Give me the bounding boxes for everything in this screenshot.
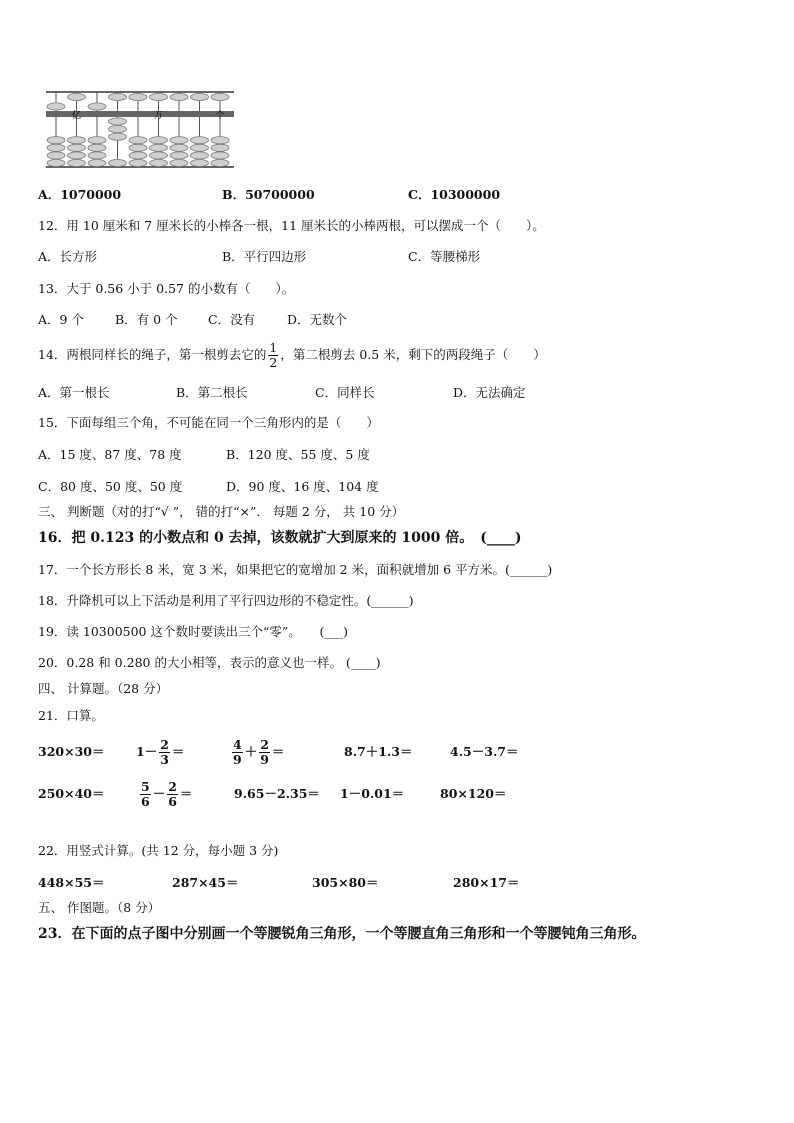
q21-r1-c3 (230, 734, 284, 770)
abacus-lower-bead (88, 159, 106, 166)
frac-denominator: 9 (233, 752, 242, 767)
q21-r1-c2-pre: 1－ (136, 744, 158, 759)
frac-denominator: 9 (260, 752, 269, 767)
abacus-lower-bead (47, 137, 65, 144)
abacus-lower-bead (88, 137, 106, 144)
q13-option-b: B．有 0 个 (115, 312, 178, 327)
q21-r1-c4: 8.7＋1.3＝ (344, 744, 413, 759)
q21-r1-c5: 4.5－3.7＝ (450, 744, 519, 759)
q22-title: 22．用竖式计算。(共 12 分，每小题 3 分) (38, 843, 279, 858)
abacus-lower-bead (150, 159, 168, 166)
q21-r1-c2-frac (159, 738, 170, 767)
q14-text-before: 14．两根同样长的绳子，第一根剪去它的 (38, 347, 267, 362)
abacus-lower-bead (68, 152, 86, 159)
q21-r2-c2-frac1 (140, 780, 151, 809)
q12-option-b: B．平行四边形 (222, 249, 307, 264)
abacus-upper-bead (191, 93, 209, 100)
section4-title: 四、 计算题。（28 分） (38, 681, 169, 696)
q22-item-1: 448×55＝ (38, 875, 105, 890)
abacus-lower-bead (129, 137, 147, 144)
q21-r2-c3: 9.65－2.35＝ (234, 786, 320, 801)
abacus-upper-bead (211, 93, 229, 100)
q21-r2-c2-post: ＝ (179, 786, 193, 801)
abacus-lower-bead (170, 137, 188, 144)
section3-title: 三、 判断题（对的打“√ ”， 错的打“×”． 每题 2 分， 共 10 分） (38, 504, 405, 519)
q21-r1-c3-frac2 (259, 738, 270, 767)
abacus-lower-bead (68, 144, 86, 151)
frac-numerator: 2 (168, 779, 177, 794)
q11-option-b: B．50700000 (222, 187, 315, 202)
abacus-lower-bead (68, 159, 86, 166)
q14-frac-denominator: 2 (269, 355, 278, 370)
frac-denominator: 3 (160, 752, 169, 767)
q21-r1-c3-op: ＋ (244, 744, 258, 759)
abacus-upper-bead (88, 103, 106, 110)
q21-r1-c3-post: ＝ (271, 744, 285, 759)
q23-text: 23．在下面的点子图中分别画一个等腰锐角三角形，一个等腰直角三角形和一个等腰钝角三角形。 (38, 926, 646, 942)
q15-text: 15．下面每组三个角，不可能在同一个三角形内的是（ ） (38, 415, 379, 430)
q21-r1-c1: 320×30＝ (38, 744, 105, 759)
q21-r2-c4: 1－0.01＝ (340, 786, 405, 801)
q21-r1-c2 (136, 734, 184, 770)
q15-option-d: D．90 度、16 度、104 度 (226, 479, 379, 494)
q15-option-b: B．120 度、55 度、5 度 (226, 447, 370, 462)
abacus-lower-bead (191, 144, 209, 151)
abacus-lower-bead (170, 144, 188, 151)
q17-text: 17．一个长方形长 8 米，宽 3 米，如果把它的宽增加 2 米，面积就增加 6 平方米。(______) (38, 562, 553, 577)
frac-denominator: 6 (141, 794, 150, 809)
frac-numerator: 4 (233, 737, 242, 752)
section5-title: 五、 作图题。（8 分） (38, 900, 161, 915)
q13-option-d: D．无数个 (287, 312, 348, 327)
abacus-lower-bead (109, 133, 127, 140)
q14-option-d: D．无法确定 (453, 385, 526, 400)
q12-text: 12．用 10 厘米和 7 厘米长的小棒各一根，11 厘米长的小棒两根，可以摆成一个（ ）。 (38, 218, 545, 233)
abacus-lower-bead (109, 159, 127, 166)
q20-text: 20．0.28 和 0.280 的大小相等，表示的意义也一样。 (____) (38, 655, 381, 670)
q21-r2-c5: 80×120＝ (440, 786, 507, 801)
abacus-lower-bead (109, 118, 127, 125)
abacus-lower-bead (191, 159, 209, 166)
q13-option-a: A．9 个 (38, 312, 84, 327)
q22-item-3: 305×80＝ (312, 875, 379, 890)
q22-item-2: 287×45＝ (172, 875, 239, 890)
q21-r2-c2 (138, 776, 192, 812)
abacus-lower-bead (150, 137, 168, 144)
abacus-upper-bead (47, 103, 65, 110)
q21-r1-c2-post: ＝ (171, 744, 185, 759)
q21-r2-c1: 250×40＝ (38, 786, 105, 801)
abacus-label: 亿 (71, 111, 82, 121)
q18-text: 18．升降机可以上下活动是利用了平行四边形的不稳定性。(______) (38, 593, 414, 608)
abacus-lower-bead (47, 159, 65, 166)
abacus-label: 个 (215, 111, 225, 121)
q21-r2-c2-op: － (152, 786, 166, 801)
q14-text-after: ，第二根剪去 0.5 米，剩下的两段绳子（ ） (280, 347, 546, 362)
abacus-lower-bead (211, 159, 229, 166)
abacus-lower-bead (191, 137, 209, 144)
abacus-label: 万 (153, 111, 164, 121)
q11-option-c: C．10300000 (408, 187, 501, 202)
abacus-lower-bead (191, 152, 209, 159)
abacus-lower-bead (109, 126, 127, 133)
abacus-upper-bead (170, 93, 188, 100)
q21-r2-c2-frac2 (167, 780, 178, 809)
q15-option-a: A．15 度、87 度、78 度 (38, 447, 182, 462)
abacus-lower-bead (68, 137, 86, 144)
abacus-lower-bead (211, 144, 229, 151)
abacus-lower-bead (170, 152, 188, 159)
abacus-lower-bead (170, 159, 188, 166)
q21-title: 21．口算。 (38, 708, 104, 723)
q14-option-c: C．同样长 (315, 385, 375, 400)
abacus-lower-bead (88, 152, 106, 159)
frac-numerator: 5 (141, 779, 150, 794)
abacus-lower-bead (129, 159, 147, 166)
q13-text: 13．大于 0.56 小于 0.57 的小数有（ ）。 (38, 281, 295, 296)
abacus-upper-bead (150, 93, 168, 100)
q14-fraction (268, 341, 278, 370)
abacus-lower-bead (211, 137, 229, 144)
q12-option-c: C．等腰梯形 (408, 249, 481, 264)
q14-option-a: A．第一根长 (38, 385, 110, 400)
q14-option-b: B．第二根长 (176, 385, 248, 400)
abacus-lower-bead (88, 144, 106, 151)
q16-text: 16．把 0.123 的小数点和 0 去掉，该数就扩大到原来的 1000 倍。 (____) (38, 530, 522, 546)
q14-text (38, 340, 546, 370)
q15-option-c: C．80 度、50 度、50 度 (38, 479, 183, 494)
abacus-lower-bead (47, 152, 65, 159)
q12-option-a: A．长方形 (38, 249, 98, 264)
abacus-upper-bead (109, 93, 127, 100)
q11-option-a: A．1070000 (38, 187, 122, 202)
q22-item-4: 280×17＝ (453, 875, 520, 890)
q21-r1-c3-frac1 (232, 738, 243, 767)
abacus-lower-bead (129, 152, 147, 159)
abacus-upper-bead (68, 93, 86, 100)
frac-denominator: 6 (168, 794, 177, 809)
abacus-lower-bead (129, 144, 147, 151)
abacus-lower-bead (150, 144, 168, 151)
abacus-upper-bead (129, 93, 147, 100)
frac-numerator: 2 (260, 737, 269, 752)
q13-option-c: C．没有 (208, 312, 256, 327)
abacus-lower-bead (211, 152, 229, 159)
abacus-lower-bead (47, 144, 65, 151)
abacus-lower-bead (150, 152, 168, 159)
q14-frac-numerator: 1 (269, 340, 278, 355)
frac-numerator: 2 (160, 737, 169, 752)
abacus-figure (44, 90, 236, 170)
q19-text: 19．读 10300500 这个数时要读出三个“零”。 (___) (38, 624, 349, 639)
